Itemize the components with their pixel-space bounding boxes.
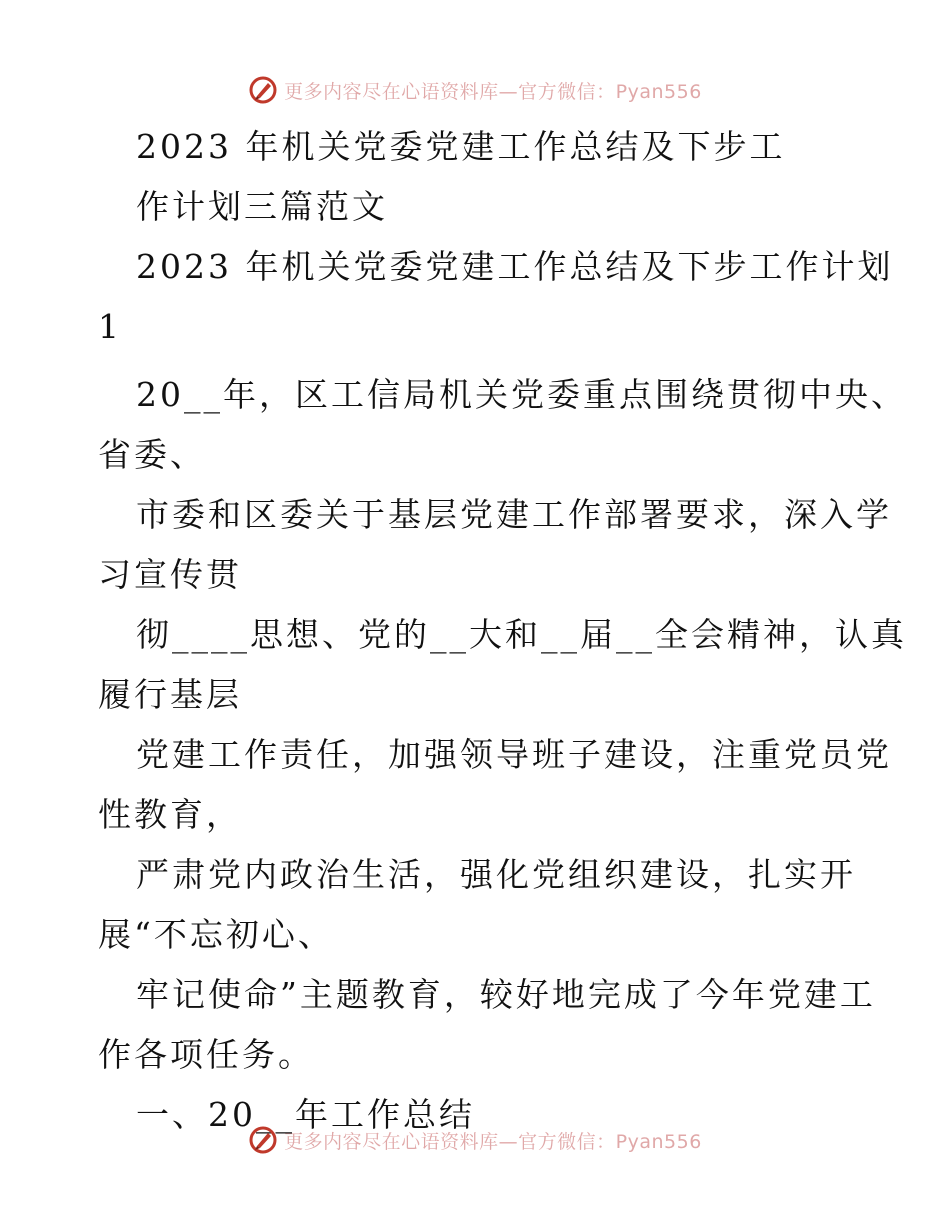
paragraph-line: 20__年，区工信局机关党委重点围绕贯彻中央、 [136, 375, 907, 414]
document-title-line-2: 作计划三篇范文 [136, 187, 388, 226]
paragraph-line: 性教育， [98, 795, 242, 834]
section-heading: 一、20__年工作总结 [136, 1095, 475, 1134]
footer-watermark [0, 1120, 950, 1160]
document-subtitle-line-1: 2023 年机关党委党建工作总结及下步工作计划 [136, 247, 894, 286]
paragraph-line: 省委、 [98, 435, 206, 474]
header-watermark [0, 70, 950, 110]
document-subtitle-line-2: 1 [98, 307, 122, 346]
paragraph-line: 市委和区委关于基层党建工作部署要求，深入学 [136, 495, 892, 534]
paragraph-line: 严肃党内政治生活，强化党组织建设，扎实开 [136, 855, 856, 894]
paragraph-line: 展“不忘初心、 [98, 915, 334, 954]
paragraph-line: 党建工作责任，加强领导班子建设，注重党员党 [136, 735, 892, 774]
document-title-line-1: 2023 年机关党委党建工作总结及下步工 [136, 127, 786, 166]
paragraph-line: 牢记使命”主题教育，较好地完成了今年党建工 [136, 975, 876, 1014]
pen-logo-icon [248, 75, 278, 105]
watermark-text: 更多内容尽在心语资料库—官方微信：Pyan556 [284, 1130, 702, 1153]
paragraph-line: 彻____思想、党的__大和__届__全会精神，认真 [136, 615, 907, 654]
paragraph-line: 履行基层 [98, 675, 242, 714]
paragraph-line: 习宣传贯 [98, 555, 242, 594]
watermark-text: 更多内容尽在心语资料库—官方微信：Pyan556 [284, 80, 702, 103]
pen-logo-icon [248, 1125, 278, 1155]
paragraph-line: 作各项任务。 [98, 1035, 314, 1074]
